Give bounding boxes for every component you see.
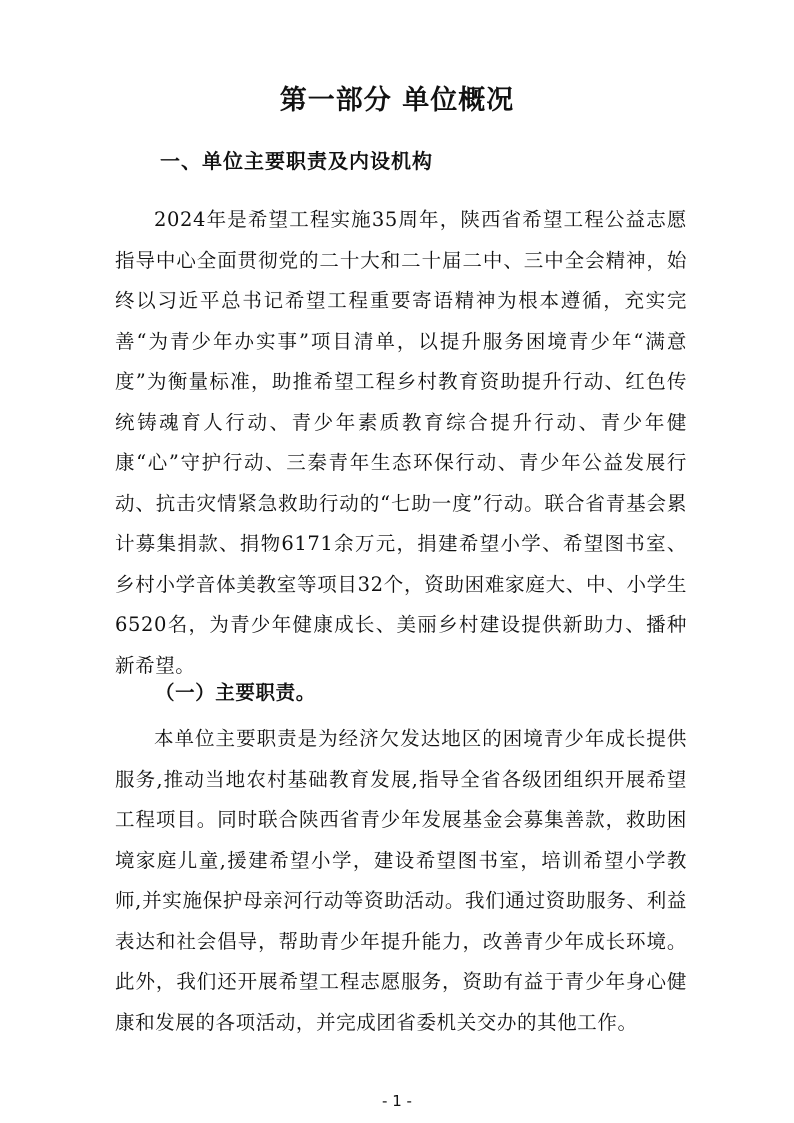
section-heading: 一、单位主要职责及内设机构: [160, 149, 433, 173]
page-number: - 1 -: [382, 1092, 412, 1110]
subsection-heading: （一）主要职责。: [155, 681, 316, 704]
page-title: 第一部分 单位概况: [279, 85, 515, 116]
body-paragraph-2: 本单位主要职责是为经济欠发达地区的困境青少年成长提供服务,推动当地农村基础教育发展,指导全省各级团组织开展希望工程项目。同时联合陕西省青少年发展基金会募集善款，救助困境家庭儿童,援建希望小学，建设希望图书室，培训希望小学教师,并实施保护母亲河行动等资助活动。我们通过资助服务、利益表达和社会倡导，帮助青少年提升能力，改善青少年成长环境。此外，我们还开展希望工程志愿服务，资助有益于青少年身心健康和发展的各项活动，并完成团省委机关交办的其他工作。: [115, 727, 687, 1034]
body-paragraph-1: 2024年是希望工程实施35周年，陕西省希望工程公益志愿指导中心全面贯彻党的二十大和二十届二中、三中全会精神，始终以习近平总书记希望工程重要寄语精神为根本遵循，充实完善“为青少年办实事”项目清单，以提升服务困境青少年“满意度”为衡量标准，助推希望工程乡村教育资助提升行动、红色传统铸魂育人行动、青少年素质教育综合提升行动、青少年健康“心”守护行动、三秦青年生态环保行动、青少年公益发展行动、抗击灾情紧急救助行动的“七助一度”行动。联合省青基会累计募集捐款、捐物6171余万元，捐建希望小学、希望图书室、乡村小学音体美教室等项目32个，资助困难家庭大、中、小学生6520名，为青少年健康成长、美丽乡村建设提供新助力、播种新希望。: [115, 208, 687, 677]
